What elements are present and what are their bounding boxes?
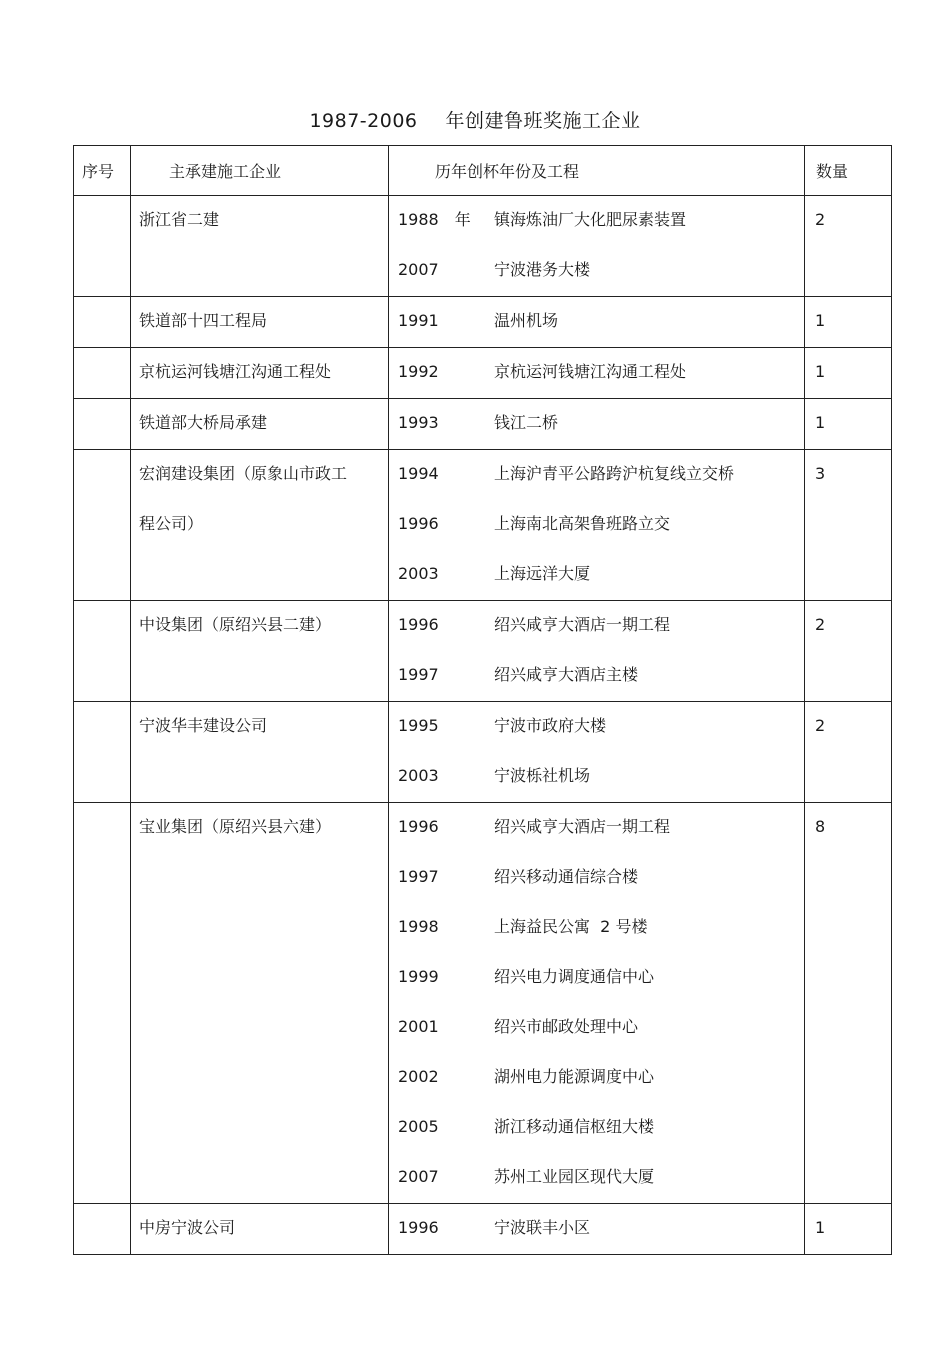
work-entry bbox=[398, 752, 804, 802]
work-year-cell bbox=[398, 853, 494, 903]
works-cell bbox=[389, 803, 805, 1204]
award-count: 2 bbox=[815, 615, 826, 634]
work-project: 绍兴市邮政处理中心 bbox=[494, 1017, 639, 1036]
work-year-cell bbox=[398, 246, 494, 296]
title-years: 1987-2006 bbox=[309, 110, 418, 132]
work-year-cell bbox=[398, 550, 494, 600]
work-project: 宁波市政府大楼 bbox=[494, 716, 607, 735]
work-year-cell bbox=[398, 500, 494, 550]
award-table bbox=[73, 145, 892, 1255]
work-entry bbox=[398, 903, 804, 953]
header-company: 主承建施工企业 bbox=[131, 146, 389, 196]
count-cell bbox=[805, 348, 892, 399]
row-number bbox=[74, 803, 131, 1204]
work-year: 2003 bbox=[398, 564, 439, 583]
work-year: 2005 bbox=[398, 1117, 439, 1136]
company-name: 中房宁波公司 bbox=[139, 1218, 236, 1237]
row-number bbox=[74, 399, 131, 450]
works-cell bbox=[389, 399, 805, 450]
row-number bbox=[74, 601, 131, 702]
work-entry bbox=[398, 1053, 804, 1103]
work-year: 1993 bbox=[398, 413, 439, 432]
award-count: 1 bbox=[815, 362, 826, 381]
work-entry bbox=[398, 297, 804, 347]
work-project: 宁波港务大楼 bbox=[494, 260, 591, 279]
work-year-cell bbox=[398, 297, 494, 347]
table-body bbox=[74, 196, 892, 1255]
work-year-cell bbox=[398, 348, 494, 398]
work-project: 绍兴咸亨大酒店一期工程 bbox=[494, 615, 671, 634]
header-no: 序号 bbox=[74, 146, 131, 196]
work-project: 镇海炼油厂大化肥尿素装置 bbox=[494, 210, 687, 229]
count-cell bbox=[805, 1204, 892, 1255]
count-cell bbox=[805, 450, 892, 601]
work-year: 1996 bbox=[398, 615, 439, 634]
work-year-cell bbox=[398, 803, 494, 853]
work-project: 温州机场 bbox=[494, 311, 559, 330]
count-cell bbox=[805, 297, 892, 348]
row-number bbox=[74, 196, 131, 297]
header-works: 历年创杯年份及工程 bbox=[389, 146, 805, 196]
work-project: 上海南北高架鲁班路立交 bbox=[494, 514, 671, 533]
table-row bbox=[74, 399, 892, 450]
works-cell bbox=[389, 297, 805, 348]
award-count: 8 bbox=[815, 817, 826, 836]
company-name: 铁道部大桥局承建 bbox=[139, 413, 268, 432]
company-cell bbox=[131, 450, 389, 601]
work-year: 1996 bbox=[398, 514, 439, 533]
company-name: 铁道部十四工程局 bbox=[139, 311, 268, 330]
work-year-suffix: 年 bbox=[454, 210, 471, 229]
award-count: 2 bbox=[815, 210, 826, 229]
work-year: 2007 bbox=[398, 260, 439, 279]
work-year: 1994 bbox=[398, 464, 439, 483]
work-year-cell bbox=[398, 601, 494, 651]
works-cell bbox=[389, 1204, 805, 1255]
work-year: 1999 bbox=[398, 967, 439, 986]
work-year: 1997 bbox=[398, 867, 439, 886]
table-row bbox=[74, 601, 892, 702]
row-number bbox=[74, 702, 131, 803]
company-cell bbox=[131, 297, 389, 348]
work-year: 1998 bbox=[398, 917, 439, 936]
work-year-cell bbox=[398, 651, 494, 701]
company-cell bbox=[131, 196, 389, 297]
work-year: 1997 bbox=[398, 665, 439, 684]
work-year-cell bbox=[398, 903, 494, 953]
work-project: 浙江移动通信枢纽大楼 bbox=[494, 1117, 655, 1136]
table-header-row bbox=[74, 146, 892, 196]
row-number bbox=[74, 348, 131, 399]
work-project: 上海沪青平公路跨沪杭复线立交桥 bbox=[494, 464, 735, 483]
work-project: 绍兴咸亨大酒店主楼 bbox=[494, 665, 639, 684]
works-cell bbox=[389, 196, 805, 297]
work-year-cell bbox=[398, 399, 494, 449]
award-count: 2 bbox=[815, 716, 826, 735]
work-entry bbox=[398, 1153, 804, 1203]
company-cell bbox=[131, 348, 389, 399]
company-cell bbox=[131, 399, 389, 450]
company-name: 宏润建设集团（原象山市政工 bbox=[139, 464, 348, 483]
works-cell bbox=[389, 702, 805, 803]
work-project: 湖州电力能源调度中心 bbox=[494, 1067, 655, 1086]
company-name: 宝业集团（原绍兴县六建） bbox=[139, 817, 332, 836]
work-entry bbox=[398, 953, 804, 1003]
company-cell bbox=[131, 601, 389, 702]
header-count: 数量 bbox=[805, 146, 892, 196]
work-project: 宁波栎社机场 bbox=[494, 766, 591, 785]
work-entry bbox=[398, 450, 804, 500]
work-entry bbox=[398, 500, 804, 550]
row-number bbox=[74, 450, 131, 601]
company-name: 程公司） bbox=[139, 514, 204, 533]
work-year-cell bbox=[398, 196, 494, 246]
work-project: 绍兴电力调度通信中心 bbox=[494, 967, 655, 986]
work-year: 2001 bbox=[398, 1017, 439, 1036]
table-row bbox=[74, 450, 892, 601]
work-project: 苏州工业园区现代大厦 bbox=[494, 1167, 655, 1186]
page-title bbox=[0, 106, 950, 133]
table-row bbox=[74, 702, 892, 803]
table-row bbox=[74, 297, 892, 348]
work-year: 1992 bbox=[398, 362, 439, 381]
work-entry bbox=[398, 1103, 804, 1153]
work-year: 2003 bbox=[398, 766, 439, 785]
work-entry bbox=[398, 601, 804, 651]
work-year-cell bbox=[398, 752, 494, 802]
work-year-cell bbox=[398, 1153, 494, 1203]
count-cell bbox=[805, 601, 892, 702]
company-name: 浙江省二建 bbox=[139, 210, 220, 229]
work-project: 绍兴移动通信综合楼 bbox=[494, 867, 639, 886]
work-year: 1988 bbox=[398, 210, 439, 229]
title-text: 年创建鲁班奖施工企业 bbox=[445, 110, 641, 132]
row-number bbox=[74, 297, 131, 348]
work-year-cell bbox=[398, 1204, 494, 1254]
row-number bbox=[74, 1204, 131, 1255]
work-year: 2002 bbox=[398, 1067, 439, 1086]
award-count: 1 bbox=[815, 311, 826, 330]
company-cell bbox=[131, 702, 389, 803]
work-project: 京杭运河钱塘江沟通工程处 bbox=[494, 362, 687, 381]
award-count: 3 bbox=[815, 464, 826, 483]
company-cell bbox=[131, 803, 389, 1204]
count-cell bbox=[805, 399, 892, 450]
work-entry bbox=[398, 651, 804, 701]
works-cell bbox=[389, 450, 805, 601]
work-project: 钱江二桥 bbox=[494, 413, 559, 432]
works-cell bbox=[389, 348, 805, 399]
count-cell bbox=[805, 702, 892, 803]
company-name: 宁波华丰建设公司 bbox=[139, 716, 268, 735]
work-project: 上海远洋大厦 bbox=[494, 564, 591, 583]
award-count: 1 bbox=[815, 413, 826, 432]
work-entry bbox=[398, 853, 804, 903]
work-entry bbox=[398, 702, 804, 752]
work-project: 绍兴咸亨大酒店一期工程 bbox=[494, 817, 671, 836]
work-entry bbox=[398, 550, 804, 600]
count-cell bbox=[805, 803, 892, 1204]
work-entry bbox=[398, 399, 804, 449]
work-entry bbox=[398, 348, 804, 398]
work-year: 1996 bbox=[398, 817, 439, 836]
works-cell bbox=[389, 601, 805, 702]
award-count: 1 bbox=[815, 1218, 826, 1237]
work-year-cell bbox=[398, 1103, 494, 1153]
work-entry bbox=[398, 246, 804, 296]
work-entry bbox=[398, 1204, 804, 1254]
work-entry bbox=[398, 196, 804, 246]
table-row bbox=[74, 348, 892, 399]
company-name: 中设集团（原绍兴县二建） bbox=[139, 615, 332, 634]
work-year: 1991 bbox=[398, 311, 439, 330]
work-year: 2007 bbox=[398, 1167, 439, 1186]
company-name: 京杭运河钱塘江沟通工程处 bbox=[139, 362, 332, 381]
table-row bbox=[74, 803, 892, 1204]
work-year: 1996 bbox=[398, 1218, 439, 1237]
work-entry bbox=[398, 1003, 804, 1053]
work-year: 1995 bbox=[398, 716, 439, 735]
work-entry bbox=[398, 803, 804, 853]
work-year-cell bbox=[398, 450, 494, 500]
work-year-cell bbox=[398, 1003, 494, 1053]
work-year-cell bbox=[398, 702, 494, 752]
count-cell bbox=[805, 196, 892, 297]
company-cell bbox=[131, 1204, 389, 1255]
table-row bbox=[74, 1204, 892, 1255]
work-year-cell bbox=[398, 1053, 494, 1103]
work-project: 上海益民公寓 2 号楼 bbox=[494, 917, 648, 936]
work-project: 宁波联丰小区 bbox=[494, 1218, 591, 1237]
work-year-cell bbox=[398, 953, 494, 1003]
table-row bbox=[74, 196, 892, 297]
